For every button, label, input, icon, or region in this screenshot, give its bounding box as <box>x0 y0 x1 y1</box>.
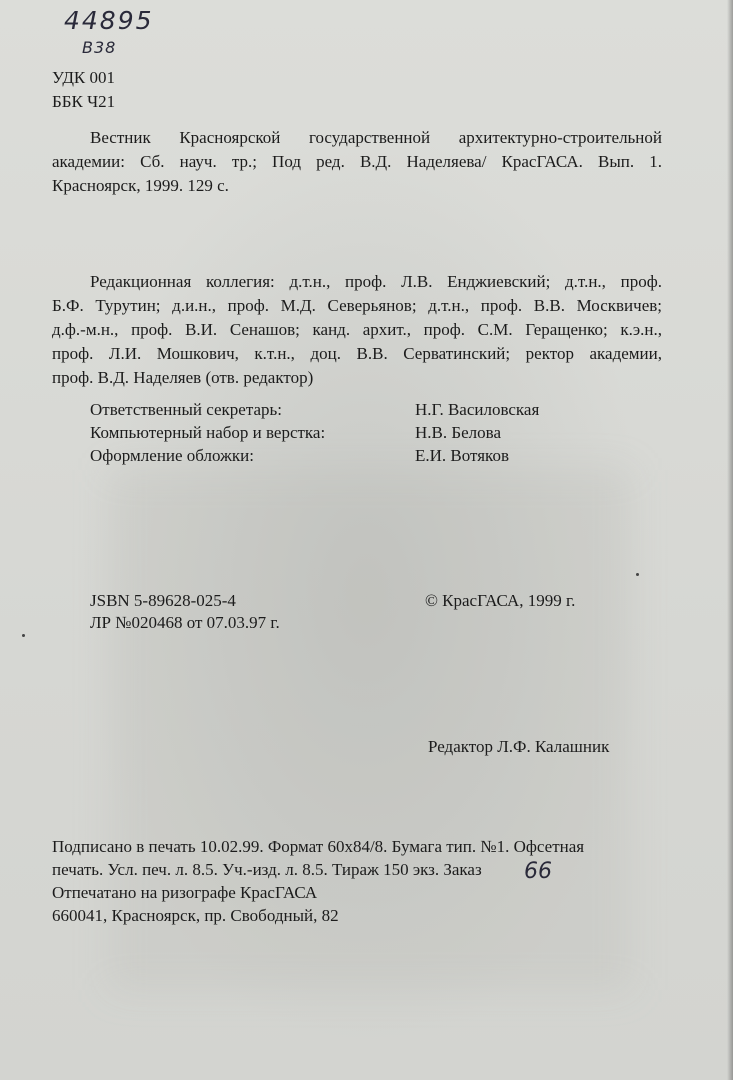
handwritten-order-number: 66 <box>524 859 552 884</box>
editor-credit: Редактор Л.Ф. Калашник <box>428 737 610 756</box>
handwritten-shelf-code: В38 <box>82 38 117 57</box>
citation-block <box>52 126 662 198</box>
bbk-code: ББК Ч21 <box>52 92 116 111</box>
imprint-line-1 <box>52 837 645 857</box>
credit-name: Н.Г. Василовская <box>415 400 540 419</box>
imprint-line-3: Отпечатано на ризографе КрасГАСА <box>52 883 318 902</box>
editorial-board-block <box>52 270 662 390</box>
credit-role: Оформление обложки: <box>90 446 254 465</box>
handwritten-inventory-number: 44895 <box>64 6 154 35</box>
editorial-line: проф. В.Д. Наделяев (отв. редактор) <box>52 368 314 387</box>
editorial-line: Редакционная коллегия: д.т.н., проф. Л.В. Енджиевский; д.т.н., проф. <box>90 272 662 291</box>
citation-line: Вестник Красноярской государственной архитектурно-строительной <box>90 128 662 147</box>
udk-code: УДК 001 <box>52 68 116 87</box>
credit-role: Компьютерный набор и верстка: <box>90 423 326 442</box>
license-number: ЛР №020468 от 07.03.97 г. <box>90 613 280 632</box>
credit-role: Ответственный секретарь: <box>90 400 282 419</box>
editorial-line: д.ф.-м.н., проф. В.И. Сенашов; канд. архит., проф. С.М. Геращенко; к.э.н., <box>52 320 662 339</box>
scan-speck <box>22 634 25 637</box>
isbn: JSBN 5-89628-025-4 <box>90 591 236 610</box>
credit-name: Н.В. Белова <box>415 423 502 442</box>
imprint-line-2: печать. Усл. печ. л. 8.5. Уч.-изд. л. 8.5. Тираж 150 экз. Заказ <box>52 860 482 879</box>
imprint-text: Подписано в печать 10.02.99. Формат 60х84/8. Бумага тип. №1. Офсетная <box>52 837 585 856</box>
editorial-line: Б.Ф. Турутин; д.и.н., проф. М.Д. Северьянов; д.т.н., проф. В.В. Москвичев; <box>52 296 662 315</box>
scan-speck <box>636 573 639 576</box>
citation-line: академии: Сб. науч. тр.; Под ред. В.Д. Наделяева/ КрасГАСА. Вып. 1. <box>52 152 662 171</box>
imprint-line-4: 660041, Красноярск, пр. Свободный, 82 <box>52 906 339 925</box>
citation-line: Красноярск, 1999. 129 с. <box>52 176 229 195</box>
copyright: © КрасГАСА, 1999 г. <box>425 591 576 610</box>
editorial-line: проф. Л.И. Мошкович, к.т.н., доц. В.В. Серватинский; ректор академии, <box>52 344 662 363</box>
credit-name: Е.И. Вотяков <box>415 446 509 465</box>
page-edge <box>727 0 733 1080</box>
